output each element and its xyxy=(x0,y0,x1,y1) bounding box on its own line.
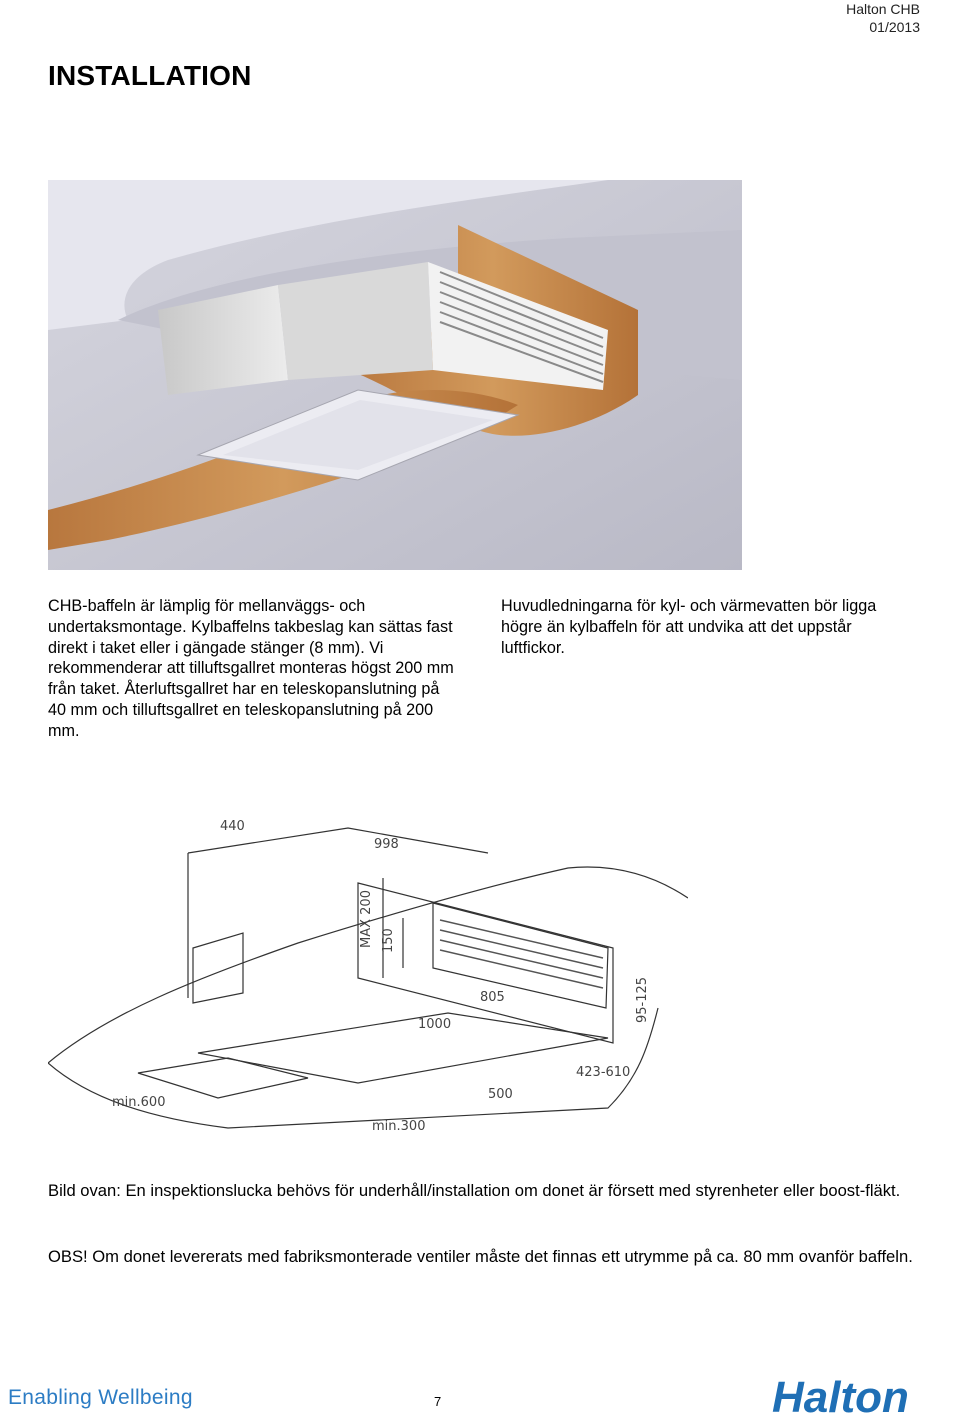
footer-tagline: Enabling Wellbeing xyxy=(8,1386,193,1409)
page-title: INSTALLATION xyxy=(48,60,252,91)
dim-min600: min.600 xyxy=(112,1095,166,1110)
caption-paragraph: Bild ovan: En inspektionslucka behövs för underhåll/installation om donet är försett med styrenheter eller boost-fläkt. xyxy=(48,1181,901,1200)
dim-805: 805 xyxy=(480,990,505,1005)
header-product: Halton CHB xyxy=(846,1,920,17)
dim-998: 998 xyxy=(374,837,399,852)
intro-text: CHB-baffeln är lämplig för mellanväggs- och undertaksmontage. Kylbaffelns takbeslag kan sättas fast direkt i taket eller i gängade stänger (8 mm). Vi rekommenderar att tilluftsgallret monteras högst 200 mm från taket. Återluftsgallret har en teleskopanslutning på 40 mm och tilluftsgallret en teleskopanslutning på 200 mm. xyxy=(48,597,454,740)
dim-440: 440 xyxy=(220,819,245,834)
dim-1000: 1000 xyxy=(418,1017,452,1032)
dim-423-610: 423-610 xyxy=(576,1065,631,1080)
dim-150: 150 xyxy=(381,928,396,953)
dim-max200: MAX 200 xyxy=(359,890,374,948)
dimension-drawing xyxy=(48,808,688,1143)
page-header xyxy=(846,0,920,36)
dim-500: 500 xyxy=(488,1087,513,1102)
page-number: 7 xyxy=(434,1394,442,1409)
obs-paragraph: OBS! Om donet levererats med fabriksmonterade ventiler måste det finnas ett utrymme på ca. 80 mm ovanför baffeln. xyxy=(48,1247,913,1266)
dim-95-125: 95-125 xyxy=(635,976,650,1023)
halton-logo-text: Halton xyxy=(772,1374,909,1418)
dim-min300: min.300 xyxy=(372,1119,426,1134)
piping-note: Huvudledningarna för kyl- och värmevatten bör ligga högre än kylbaffeln för att undvika att det uppstår luftfickor. xyxy=(501,597,877,657)
installation-render xyxy=(48,180,742,570)
halton-logo xyxy=(772,1374,952,1418)
header-date: 01/2013 xyxy=(869,19,920,35)
